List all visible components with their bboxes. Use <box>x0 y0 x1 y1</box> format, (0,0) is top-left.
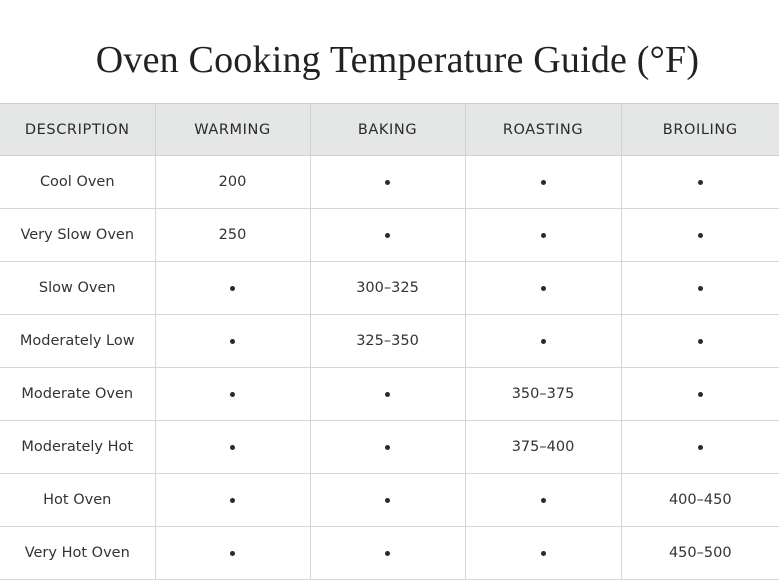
cell-broiling <box>621 421 779 474</box>
table-row <box>0 368 779 421</box>
not-applicable-dot <box>230 286 235 291</box>
table-row <box>0 156 779 209</box>
cell-broiling <box>621 315 779 368</box>
not-applicable-dot <box>385 551 390 556</box>
not-applicable-dot <box>385 498 390 503</box>
table-row <box>0 527 779 580</box>
not-applicable-dot <box>541 286 546 291</box>
cell-baking <box>310 209 465 262</box>
not-applicable-dot <box>541 339 546 344</box>
cell-description: Cool Oven <box>0 156 155 209</box>
cell-broiling: 450–500 <box>621 527 779 580</box>
cell-warming <box>155 527 310 580</box>
not-applicable-dot <box>385 392 390 397</box>
cell-description: Hot Oven <box>0 474 155 527</box>
not-applicable-dot <box>698 233 703 238</box>
table-row <box>0 315 779 368</box>
not-applicable-dot <box>385 233 390 238</box>
not-applicable-dot <box>230 551 235 556</box>
cell-roasting <box>465 527 621 580</box>
cell-description: Moderately Hot <box>0 421 155 474</box>
cell-warming <box>155 315 310 368</box>
cell-baking <box>310 156 465 209</box>
cell-baking: 300–325 <box>310 262 465 315</box>
not-applicable-dot <box>698 339 703 344</box>
cell-roasting <box>465 156 621 209</box>
column-header-broiling: BROILING <box>621 104 779 156</box>
cell-warming: 250 <box>155 209 310 262</box>
cell-description: Moderate Oven <box>0 368 155 421</box>
column-header-baking: BAKING <box>310 104 465 156</box>
cell-broiling <box>621 262 779 315</box>
not-applicable-dot <box>385 445 390 450</box>
cell-warming <box>155 421 310 474</box>
cell-roasting <box>465 315 621 368</box>
cell-roasting <box>465 474 621 527</box>
cell-warming: 200 <box>155 156 310 209</box>
table-row <box>0 421 779 474</box>
table-row <box>0 209 779 262</box>
cell-warming <box>155 262 310 315</box>
not-applicable-dot <box>230 445 235 450</box>
page-title: Oven Cooking Temperature Guide (°F) <box>95 39 700 81</box>
cell-description: Very Hot Oven <box>0 527 155 580</box>
not-applicable-dot <box>385 180 390 185</box>
not-applicable-dot <box>698 286 703 291</box>
cell-baking: 325–350 <box>310 315 465 368</box>
not-applicable-dot <box>541 233 546 238</box>
not-applicable-dot <box>541 498 546 503</box>
column-header-warming: WARMING <box>155 104 310 156</box>
cell-roasting: 375–400 <box>465 421 621 474</box>
temperature-table <box>0 103 779 580</box>
cell-roasting <box>465 262 621 315</box>
cell-baking <box>310 421 465 474</box>
cell-broiling <box>621 156 779 209</box>
cell-description: Moderately Low <box>0 315 155 368</box>
cell-roasting: 350–375 <box>465 368 621 421</box>
not-applicable-dot <box>698 445 703 450</box>
cell-baking <box>310 527 465 580</box>
cell-description: Very Slow Oven <box>0 209 155 262</box>
not-applicable-dot <box>698 180 703 185</box>
not-applicable-dot <box>230 498 235 503</box>
cell-baking <box>310 474 465 527</box>
not-applicable-dot <box>541 551 546 556</box>
cell-warming <box>155 368 310 421</box>
cell-baking <box>310 368 465 421</box>
not-applicable-dot <box>698 392 703 397</box>
column-header-description: DESCRIPTION <box>0 104 155 156</box>
cell-broiling <box>621 209 779 262</box>
cell-roasting <box>465 209 621 262</box>
not-applicable-dot <box>230 339 235 344</box>
table-row <box>0 474 779 527</box>
cell-description: Slow Oven <box>0 262 155 315</box>
column-header-roasting: ROASTING <box>465 104 621 156</box>
table-row <box>0 262 779 315</box>
not-applicable-dot <box>230 392 235 397</box>
cell-warming <box>155 474 310 527</box>
table-header-row <box>0 104 779 156</box>
not-applicable-dot <box>541 180 546 185</box>
cell-broiling <box>621 368 779 421</box>
table-body <box>0 156 779 580</box>
cell-broiling: 400–450 <box>621 474 779 527</box>
